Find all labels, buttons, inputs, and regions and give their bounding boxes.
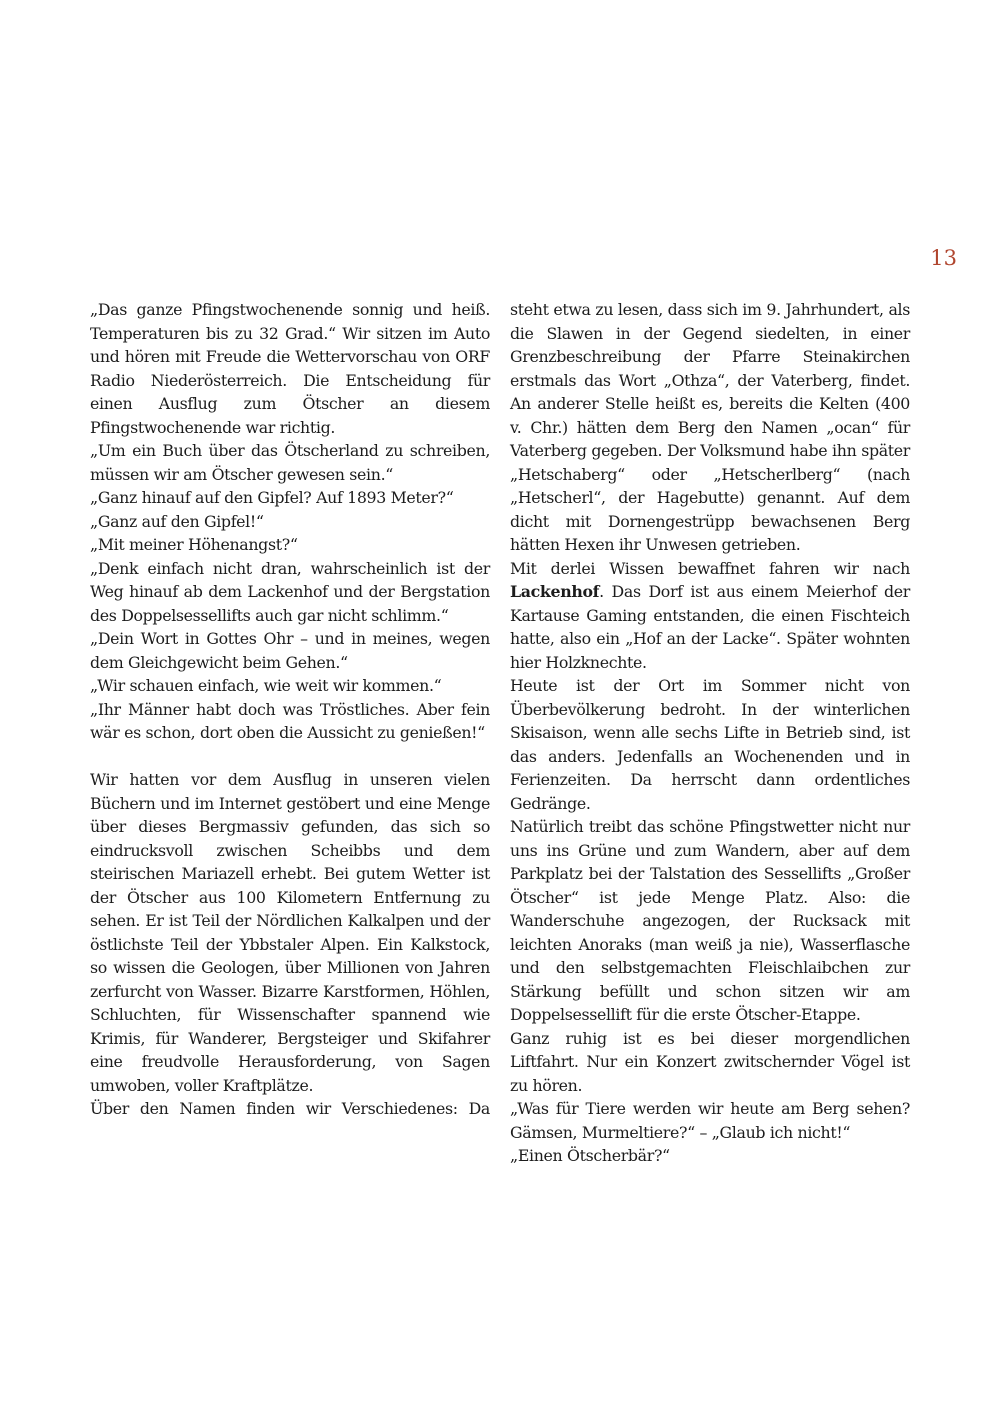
paragraph: „Denk einfach nicht dran, wahrscheinlich ist der Weg hinauf ab dem Lackenhof und der Bergstation des Doppelsessellifts auch gar nicht schlimm.“ <box>90 558 490 625</box>
paragraph: „Einen Ötscherbär?“ <box>510 1146 670 1165</box>
paragraph: Ganz ruhig ist es bei dieser morgendlichen Liftfahrt. Nur ein Konzert zwitschernder Vögel ist zu hören. <box>510 1028 910 1095</box>
paragraph: „Wir schauen einfach, wie weit wir kommen.“ <box>90 676 442 695</box>
paragraph: Wir hatten vor dem Ausflug in unseren vielen Büchern und im Internet gestöbert und eine Menge über dieses Bergmassiv gefunden, das sich so eindrucksvoll zwischen Scheibbs und dem steirischen Mariazell erhebt. Bei gutem Wetter ist der Ötscher aus 100 Kilometern Entfernung zu sehen. Er ist Teil der Nördlichen Kalkalpen und der östlichste Teil der Ybbstaler Alpen. Ein Kalkstock, so wissen die Geologen, über Millionen von Jahren zerfurcht von Wasser. Bizarre Karstformen, Höhlen, Schluchten, für Wissenschafter spannend wie Krimis, für Wanderer, Bergsteiger und Skifahrer eine freudvolle Herausforderung, von Sagen umwoben, voller Kraftplätze. <box>90 770 490 1095</box>
paragraph: Natürlich treibt das schöne Pfingstwetter nicht nur uns ins Grüne und zum Wandern, aber auf dem Parkplatz bei der Talstation des Sessellifts „Großer Ötscher“ ist jede Menge Platz. Also: die Wanderschuhe angezogen, der Rucksack mit leichten Anoraks (man weiß ja nie), Wasserflasche und den selbstgemachten Fleischlaibchen zur Stärkung befüllt und schon sitzen wir am Doppelsessellift für die erste Ötscher-Etappe. <box>510 817 910 1024</box>
paragraph: „Mit meiner Höhenangst?“ <box>90 535 298 554</box>
paragraph: „Um ein Buch über das Ötscherland zu schreiben, müssen wir am Ötscher gewesen sein.“ <box>90 441 490 484</box>
text-column-right <box>510 298 910 1168</box>
paragraph <box>510 557 910 675</box>
paragraph-text: . Das Dorf ist aus einem Meierhof der Kartause Gaming entstanden, die einen Fischteich hatte, also ein „Hof an der Lacke“. Später wohnten hier Holzknechte. <box>510 582 910 672</box>
paragraph-text: Mit derlei Wissen bewaffnet fahren wir nach <box>510 558 910 578</box>
paragraph: Über den Namen finden wir Verschiedenes: Da <box>90 1099 490 1118</box>
paragraph: steht etwa zu lesen, dass sich im 9. Jahrhundert, als die Slawen in der Gegend siedelten, in einer Grenzbeschreibung der Pfarre Steinakirchen erstmals das Wort „Othza“, der Vaterberg, findet. An anderer Stelle heißt es, bereits die Kelten (400 v. Chr.) hätten dem Berg den Namen „ocan“ für Vaterberg gegeben. Der Volksmund habe ihn später „Hetschaberg“ oder „Hetscherlberg“ (nach „Hetscherl“, der Hagebutte) genannt. Auf dem dicht mit Dornengestrüpp bewachsenen Berg hätten Hexen ihr Unwesen getrieben. <box>510 300 910 554</box>
paragraph: „Ihr Männer habt doch was Tröstliches. Aber fein wär es schon, dort oben die Aussicht zu genießen!“ <box>90 699 490 742</box>
paragraph-gap <box>90 745 490 769</box>
paragraph: „Dein Wort in Gottes Ohr – und in meines, wegen dem Gleichgewicht beim Gehen.“ <box>90 629 490 672</box>
text-column-left <box>90 298 490 1121</box>
paragraph: „Ganz auf den Gipfel!“ <box>90 511 264 531</box>
page-number: 13 <box>930 246 957 270</box>
paragraph: Heute ist der Ort im Sommer nicht von Überbevölkerung bedroht. In der winterlichen Skisaison, wenn alle sechs Lifte in Betrieb sind, ist das anders. Jedenfalls an Wochenenden und in Ferienzeiten. Da herrscht dann ordentliches Gedränge. <box>510 676 910 813</box>
paragraph: „Ganz hinauf auf den Gipfel? Auf 1893 Meter?“ <box>90 488 454 507</box>
paragraph: „Was für Tiere werden wir heute am Berg sehen? Gämsen, Murmeltiere?“ – „Glaub ich nicht!“ <box>510 1099 910 1142</box>
paragraph: „Das ganze Pfingstwochenende sonnig und heiß. Temperaturen bis zu 32 Grad.“ Wir sitzen im Auto und hören mit Freude die Wettervorschau von ORF Radio Niederösterreich. Die Entscheidung für einen Ausflug zum Ötscher an diesem Pfingstwochenende war richtig. <box>90 300 490 437</box>
place-name-bold: Lackenhof <box>510 582 600 601</box>
